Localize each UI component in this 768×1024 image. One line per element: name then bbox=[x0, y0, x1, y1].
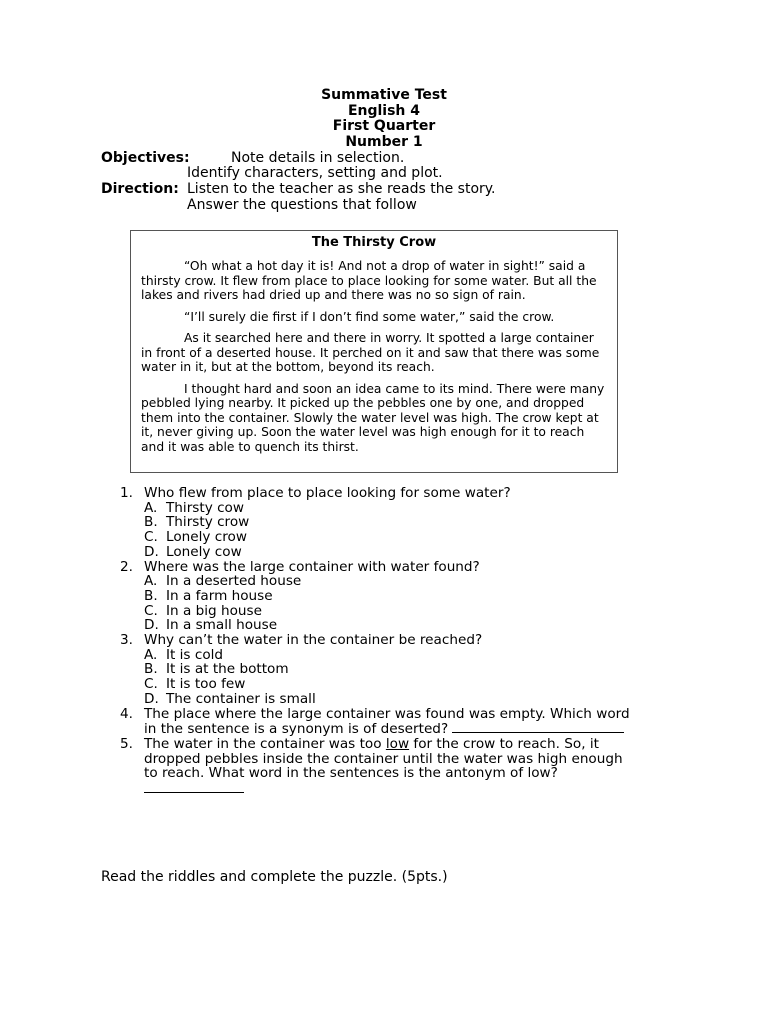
objective-2: Identify characters, setting and plot. bbox=[187, 165, 443, 181]
puzzle-instruction: Read the riddles and complete the puzzle. (5pts.) bbox=[101, 869, 448, 885]
question-2 bbox=[120, 560, 680, 575]
option-1c: C. Lonely crow bbox=[144, 529, 247, 546]
story-paragraph-2: “I’ll surely die first if I don’t find some water,” said the crow. bbox=[184, 309, 555, 324]
objective-1: Note details in selection. bbox=[231, 150, 405, 166]
question-number: 3. bbox=[120, 632, 133, 649]
test-header bbox=[0, 88, 768, 150]
option-3c: C. It is too few bbox=[144, 676, 246, 693]
option-3a: A. It is cold bbox=[144, 646, 224, 663]
question-5 bbox=[120, 737, 680, 797]
question-1 bbox=[120, 486, 680, 501]
question-text-line-2: dropped pebbles inside the container until the water was high enough bbox=[144, 750, 623, 767]
story-box bbox=[130, 230, 618, 473]
option-3b: B. It is at the bottom bbox=[144, 661, 289, 678]
answer-line bbox=[144, 781, 680, 797]
objectives-label: Objectives: bbox=[101, 150, 190, 166]
answer-blank[interactable] bbox=[144, 781, 244, 793]
story-body bbox=[141, 259, 607, 461]
question-number: 1. bbox=[120, 485, 133, 501]
story-paragraph-4: I thought hard and soon an idea came to its mind. There were many pebbled lying nearby. It picked up the pebbles one by one, and dropped them into the container. Slowly the water level was high. The crow kept at it, never giving up. Soon the water level was high enough for it to reach and it was able to quench its thirst. bbox=[141, 381, 605, 454]
story-paragraph-3: As it searched here and there in worry. It spotted a large container in front of a deserted house. It perched on it and saw that there was some water in it, but at the bottom, beyond its reach. bbox=[141, 331, 600, 374]
option-2c: C. In a big house bbox=[144, 602, 262, 619]
question-number: 4. bbox=[120, 705, 133, 722]
option-2d: D. In a small house bbox=[144, 617, 278, 634]
question-3 bbox=[120, 633, 680, 648]
story-paragraph-1: “Oh what a hot day it is! And not a drop of water in sight!” said a thirsty crow. It flew from place to place looking for some water. But all the lakes and rivers had dried up and there was no so sign of rain. bbox=[141, 259, 597, 302]
question-4 bbox=[120, 707, 680, 737]
question-text-line-3: to reach. What word in the sentences is the antonym of low? bbox=[144, 765, 558, 782]
option-1b: B. Thirsty crow bbox=[144, 514, 250, 531]
question-text-line-2: in the sentence is a synonym is of deserted? bbox=[144, 721, 680, 737]
direction-line-1 bbox=[101, 181, 496, 197]
question-text: Who flew from place to place looking for some water? bbox=[144, 485, 511, 501]
test-quarter: First Quarter bbox=[332, 118, 436, 134]
direction-1: Listen to the teacher as she reads the story. bbox=[187, 181, 496, 197]
test-subject: English 4 bbox=[347, 102, 421, 119]
option-2b: B. In a farm house bbox=[144, 587, 273, 604]
underlined-word: low bbox=[385, 735, 410, 752]
question-list bbox=[120, 486, 680, 797]
question-text: Why can’t the water in the container be reached? bbox=[144, 632, 483, 649]
direction-2: Answer the questions that follow bbox=[187, 197, 417, 213]
test-number: Number 1 bbox=[345, 133, 423, 150]
question-number: 2. bbox=[120, 558, 133, 575]
story-title: The Thirsty Crow bbox=[311, 235, 437, 250]
test-title: Summative Test bbox=[321, 87, 447, 103]
option-1d: D. Lonely cow bbox=[144, 543, 242, 560]
question-text: Where was the large container with water found? bbox=[144, 558, 480, 575]
objectives-line-1 bbox=[101, 150, 404, 166]
answer-blank[interactable] bbox=[452, 721, 624, 733]
question-number: 5. bbox=[120, 735, 133, 752]
option-3d: D. The container is small bbox=[144, 690, 316, 707]
option-1a: A. Thirsty cow bbox=[144, 499, 244, 516]
question-text-line-1: The place where the large container was found was empty. Which word bbox=[144, 705, 630, 722]
option-2a: A. In a deserted house bbox=[144, 573, 302, 590]
direction-label: Direction: bbox=[101, 181, 179, 197]
question-text-line-1: The water in the container was too low for the crow to reach. So, it bbox=[144, 735, 599, 752]
